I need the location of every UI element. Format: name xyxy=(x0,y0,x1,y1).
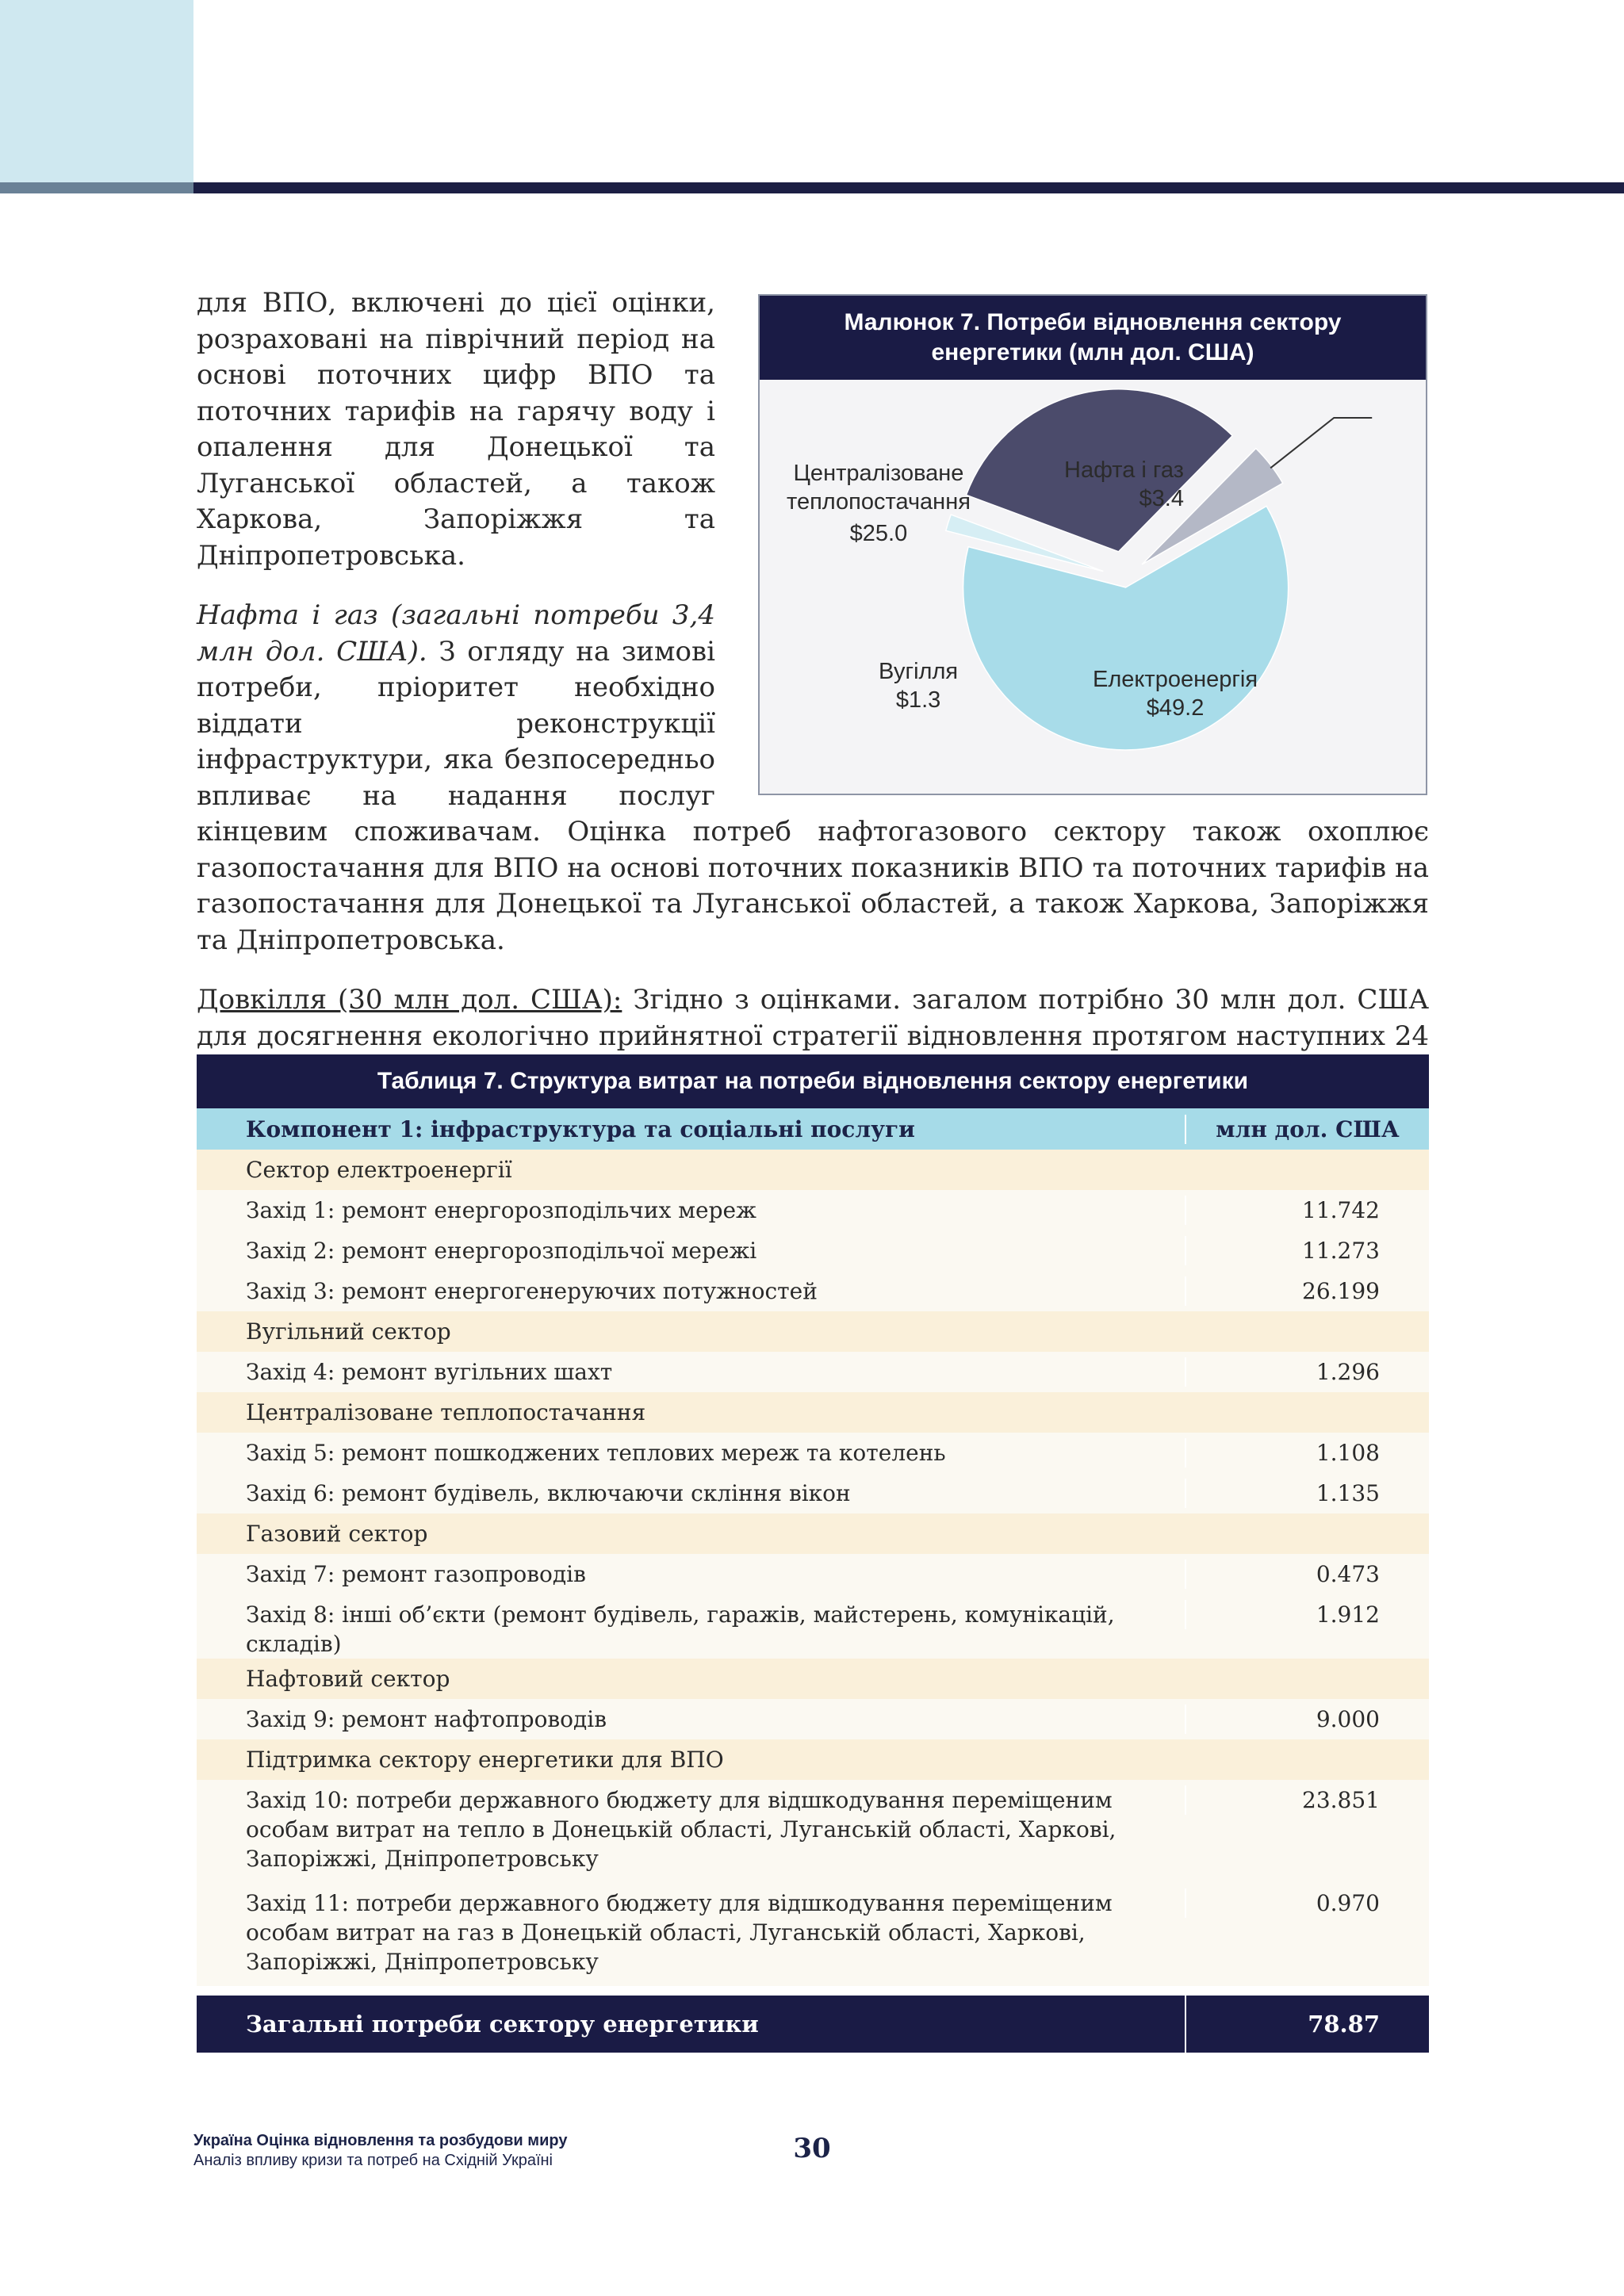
pie-label-coal-name: Вугілля xyxy=(879,659,959,684)
footer-subtitle: Аналіз впливу кризи та потреб на Східній Україні xyxy=(193,2152,553,2169)
table-row-value: 1.135 xyxy=(1185,1479,1429,1508)
table-section-row xyxy=(197,1659,1429,1699)
pie-leader-line-oil-gas xyxy=(1270,418,1372,468)
footer-title: Україна Оцінка відновлення та розбудови миру xyxy=(193,2132,568,2149)
pie-label-heating-line1: Централізоване xyxy=(793,461,964,486)
pie-label-oil-gas xyxy=(1064,456,1184,513)
table-row-label: Захід 7: ремонт газопроводів xyxy=(246,1561,586,1587)
figure-title-line2: енергетики (млн дол. США) xyxy=(931,339,1254,365)
table-row-value: 1.912 xyxy=(1185,1600,1429,1629)
table-row xyxy=(197,1271,1429,1311)
table-row-value: 23.851 xyxy=(1185,1785,1429,1815)
pie-label-heating-value: $25.0 xyxy=(849,521,908,546)
table-row-value: 26.199 xyxy=(1185,1276,1429,1306)
table-row-label: Захід 8: інші об’єкти (ремонт будівель, гаражів, майстерень, комунікацій, складів) xyxy=(246,1601,1115,1657)
table-total-value: 78.87 xyxy=(1185,1996,1429,2053)
table-row xyxy=(197,1230,1429,1271)
table-total-label: Загальні потреби сектору енергетики xyxy=(246,2010,759,2038)
table-row-value: 0.473 xyxy=(1185,1559,1429,1589)
table-row-value: 1.108 xyxy=(1185,1438,1429,1468)
table-row-label: Захід 3: ремонт енергогенеруючих потужностей xyxy=(246,1278,818,1304)
corner-decoration xyxy=(0,0,193,182)
table-row xyxy=(197,1554,1429,1594)
table-row-label: Захід 4: ремонт вугільних шахт xyxy=(246,1359,613,1385)
table-section-row xyxy=(197,1739,1429,1780)
table-title: Таблиця 7. Структура витрат на потреби відновлення сектору енергетики xyxy=(197,1054,1429,1108)
table-header-unit: млн дол. США xyxy=(1185,1115,1429,1144)
pie-label-electricity-name: Електроенергія xyxy=(1093,667,1258,692)
table-row-label: Захід 6: ремонт будівель, включаючи скління вікон xyxy=(246,1480,851,1506)
table-body xyxy=(197,1150,1429,1986)
environment-heading: Довкілля (30 млн дол. США): xyxy=(197,984,622,1016)
oil-gas-heading: Нафта і газ (загальні потреби 3,4 млн дол. США). xyxy=(197,599,715,668)
table-row-value: 9.000 xyxy=(1185,1705,1429,1734)
table-row-label: Захід 2: ремонт енергорозподільчої мережі xyxy=(246,1238,757,1264)
table-row-label: Нафтовий сектор xyxy=(246,1666,450,1692)
table-section-row xyxy=(197,1311,1429,1352)
table-row-value: 11.273 xyxy=(1185,1236,1429,1265)
footer-publication xyxy=(193,2131,567,2171)
pie-label-electricity-value: $49.2 xyxy=(1146,695,1205,721)
pie-label-coal xyxy=(879,657,958,714)
table-section-row xyxy=(197,1513,1429,1554)
table-row-label: Централізоване теплопостачання xyxy=(246,1399,646,1425)
table-row-label: Газовий сектор xyxy=(246,1521,428,1547)
table-row-value: 0.970 xyxy=(1185,1888,1429,1918)
table-row xyxy=(197,1883,1429,1986)
pie-label-heating xyxy=(787,459,971,548)
pie-label-oil-gas-name: Нафта і газ xyxy=(1064,457,1184,483)
header-rule-left xyxy=(0,182,193,193)
table-row-label: Захід 11: потреби державного бюджету для відшкодування переміщеним особам витрат на газ в Донецькій області, Луганській області, Харкові, Запоріжжі, Дніпропетровську xyxy=(246,1890,1113,1975)
table-header-row xyxy=(197,1108,1429,1150)
pie-chart xyxy=(760,380,1426,794)
environment-text: Згідно з оцінками. загалом потрібно 30 млн дол. США для досягнення екологічно прийнятної стратегії відновлення протягом наступних 24 xyxy=(197,984,1429,1052)
oil-gas-text: З огляду на зимові потреби, пріоритет необхідно віддати реконструкції інфраструктури, яка безпосередньо впливає на надання послуг кінцевим споживачам. Оцінка потреб нафтогазового сектору також охоплює газопостачання для ВПО на основі поточних показників ВПО та поточних тарифів на газопостачання для Донецької та Луганської областей, а також Харкова, Запоріжжя та Дніпропетровська. xyxy=(197,635,1429,956)
pie-plot-area xyxy=(760,380,1426,794)
table-row xyxy=(197,1190,1429,1230)
pie-label-oil-gas-value: $3.4 xyxy=(1139,486,1184,511)
paragraph-idp-tariffs: для ВПО, включені до цієї оцінки, розраховані на піврічний період на основі поточних цифр ВПО та поточних тарифів на гарячу воду і опалення для Донецької та Луганської областей, а також Харкова, Запоріжжя та Дніпропетровська. xyxy=(197,287,715,572)
pie-label-electricity xyxy=(1093,665,1258,722)
table-row xyxy=(197,1352,1429,1392)
figure-title-line1: Малюнок 7. Потреби відновлення сектору xyxy=(844,309,1342,335)
table-row-value: 1.296 xyxy=(1185,1357,1429,1387)
table-row-label: Сектор електроенергії xyxy=(246,1157,512,1183)
table-row xyxy=(197,1780,1429,1883)
pie-chart-figure xyxy=(758,294,1427,795)
table-header-component: Компонент 1: інфраструктура та соціальні послуги xyxy=(246,1115,915,1142)
table-section-row xyxy=(197,1150,1429,1190)
table-row-label: Захід 9: ремонт нафтопроводів xyxy=(246,1706,607,1732)
table-section-row xyxy=(197,1392,1429,1433)
header-rule xyxy=(193,182,1624,193)
page-number: 30 xyxy=(793,2133,831,2164)
table-row xyxy=(197,1699,1429,1739)
table-total-row xyxy=(197,1996,1429,2053)
figure-title xyxy=(760,296,1426,380)
table-row-label: Підтримка сектору енергетики для ВПО xyxy=(246,1747,724,1773)
pie-label-coal-value: $1.3 xyxy=(895,687,941,713)
pie-label-heating-line2: теплопостачання xyxy=(787,489,971,515)
table-row-label: Захід 1: ремонт енергорозподільчих мереж xyxy=(246,1197,756,1223)
table-row xyxy=(197,1594,1429,1659)
table-row xyxy=(197,1433,1429,1473)
table-row xyxy=(197,1473,1429,1513)
table-row-label: Захід 5: ремонт пошкоджених теплових мереж та котелень xyxy=(246,1440,946,1466)
table-row-label: Захід 10: потреби державного бюджету для відшкодування переміщеним особам витрат на тепло в Донецькій області, Луганській області, Харкові, Запоріжжі, Дніпропетровську xyxy=(246,1787,1116,1872)
table-row-value: 11.742 xyxy=(1185,1196,1429,1225)
table-row-label: Вугільний сектор xyxy=(246,1318,451,1345)
energy-cost-table xyxy=(197,1054,1429,2053)
